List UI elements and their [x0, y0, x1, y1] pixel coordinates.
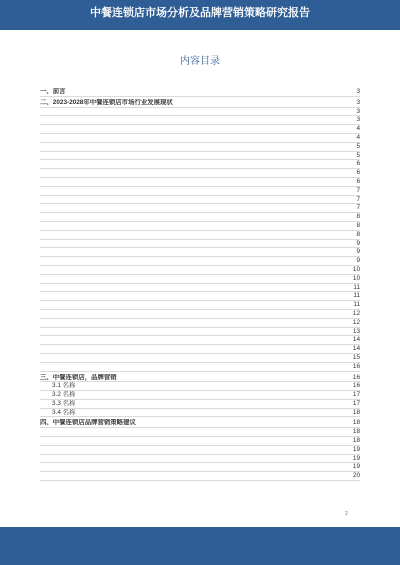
toc-title: 内容目录	[180, 56, 220, 67]
toc-subsection[interactable]	[40, 213, 360, 222]
toc-subsection[interactable]	[40, 204, 360, 213]
toc-subsection[interactable]	[40, 257, 360, 266]
page-number: 2	[345, 511, 348, 517]
toc-subsection[interactable]	[40, 152, 360, 161]
toc-page-number: 5	[356, 142, 360, 150]
toc-subsection[interactable]	[40, 266, 360, 275]
toc-page-number: 9	[356, 248, 360, 256]
toc-page-number: 16	[352, 382, 360, 390]
table-of-contents	[40, 86, 360, 481]
toc-page-number: 17	[352, 391, 360, 399]
toc-chapter[interactable]	[40, 374, 360, 383]
toc-subsection[interactable]	[40, 248, 360, 257]
toc-subsection[interactable]	[40, 284, 360, 293]
toc-page-number: 18	[352, 408, 360, 416]
toc-section[interactable]	[40, 108, 360, 117]
toc-section[interactable]	[40, 382, 360, 391]
toc-section[interactable]	[40, 409, 360, 418]
toc-page-number: 4	[356, 133, 360, 141]
toc-page-number: 6	[356, 160, 360, 168]
toc-subsection[interactable]	[40, 363, 360, 372]
toc-page-number: 3	[356, 116, 360, 124]
toc-subsection[interactable]	[40, 160, 360, 169]
toc-page-number: 18	[352, 428, 360, 436]
toc-chapter[interactable]	[40, 88, 360, 97]
toc-page-number: 7	[356, 186, 360, 194]
toc-page-number: 16	[352, 373, 360, 381]
toc-page-number: 9	[356, 257, 360, 265]
toc-page-number: 18	[352, 419, 360, 427]
toc-subsection[interactable]	[40, 143, 360, 152]
toc-subsection[interactable]	[40, 345, 360, 354]
toc-page-number: 12	[352, 318, 360, 326]
toc-section[interactable]	[40, 472, 360, 481]
toc-section[interactable]	[40, 169, 360, 178]
toc-page-number: 18	[352, 437, 360, 445]
toc-page-number: 12	[352, 309, 360, 317]
toc-section[interactable]	[40, 428, 360, 437]
toc-chapter[interactable]	[40, 419, 360, 428]
toc-page-number: 11	[353, 301, 360, 309]
toc-subsection[interactable]	[40, 275, 360, 284]
toc-section[interactable]	[40, 400, 360, 409]
toc-page-number: 11	[353, 283, 360, 291]
toc-subsection[interactable]	[40, 187, 360, 196]
toc-page-number: 11	[353, 292, 360, 300]
toc-page-number: 8	[356, 230, 360, 238]
toc-page-number: 7	[356, 204, 360, 212]
toc-section[interactable]	[40, 292, 360, 301]
toc-subsection[interactable]	[40, 463, 360, 472]
toc-entry-label: 二、2023-2028年中餐连锁店市场行业发展现状	[40, 98, 173, 106]
toc-page-number: 3	[356, 107, 360, 115]
toc-entry-label: 3.3 名称	[52, 399, 76, 407]
toc-subsection[interactable]	[40, 178, 360, 187]
toc-page-number: 10	[352, 274, 360, 282]
toc-page-number: 10	[352, 265, 360, 273]
toc-page-number: 19	[352, 445, 360, 453]
toc-subsection[interactable]	[40, 125, 360, 134]
toc-page-number: 6	[356, 177, 360, 185]
toc-subsection[interactable]	[40, 116, 360, 125]
toc-page-number: 4	[356, 125, 360, 133]
toc-section[interactable]	[40, 240, 360, 249]
toc-page-number: 8	[356, 221, 360, 229]
toc-subsection[interactable]	[40, 328, 360, 337]
toc-subsection[interactable]	[40, 455, 360, 464]
toc-page-number: 6	[356, 169, 360, 177]
toc-page-number: 20	[352, 472, 360, 480]
toc-page-number: 15	[352, 353, 360, 361]
footer-band	[0, 527, 400, 565]
toc-subsection[interactable]	[40, 446, 360, 455]
toc-subsection[interactable]	[40, 319, 360, 328]
toc-page-number: 13	[352, 327, 360, 335]
toc-subsection[interactable]	[40, 301, 360, 310]
report-title: 中餐连锁店市场分析及品牌营销策略研究报告	[90, 7, 310, 19]
toc-subsection[interactable]	[40, 196, 360, 205]
toc-section[interactable]	[40, 336, 360, 345]
toc-page-number: 16	[352, 362, 360, 370]
toc-section[interactable]	[40, 391, 360, 400]
toc-subsection[interactable]	[40, 354, 360, 363]
toc-page-number: 9	[356, 239, 360, 247]
toc-entry-label: 3.4 名称	[52, 408, 76, 416]
toc-entry-label: 三、中餐连锁店，品牌营销	[40, 373, 117, 381]
toc-entry-label: 一、前言	[40, 88, 66, 95]
toc-page-number: 19	[352, 454, 360, 462]
toc-entry-label: 四、中餐连锁店品牌营销策略建议	[40, 419, 136, 427]
toc-page-number: 5	[356, 151, 360, 159]
toc-page-number: 3	[356, 88, 360, 95]
toc-entry-label: 3.2 名称	[52, 391, 76, 399]
toc-page-number: 7	[356, 195, 360, 203]
toc-subsection[interactable]	[40, 437, 360, 446]
toc-page-number: 19	[352, 463, 360, 471]
toc-page-number: 14	[352, 345, 360, 353]
toc-subsection[interactable]	[40, 222, 360, 231]
toc-entry-label: 3.1 名称	[52, 382, 76, 390]
toc-subsection[interactable]	[40, 231, 360, 240]
toc-subsection[interactable]	[40, 310, 360, 319]
toc-page-number: 14	[352, 336, 360, 344]
toc-page-number: 17	[352, 399, 360, 407]
toc-page-number: 3	[356, 98, 360, 106]
toc-chapter[interactable]	[40, 99, 360, 108]
toc-subsection[interactable]	[40, 134, 360, 143]
toc-page-number: 8	[356, 213, 360, 221]
